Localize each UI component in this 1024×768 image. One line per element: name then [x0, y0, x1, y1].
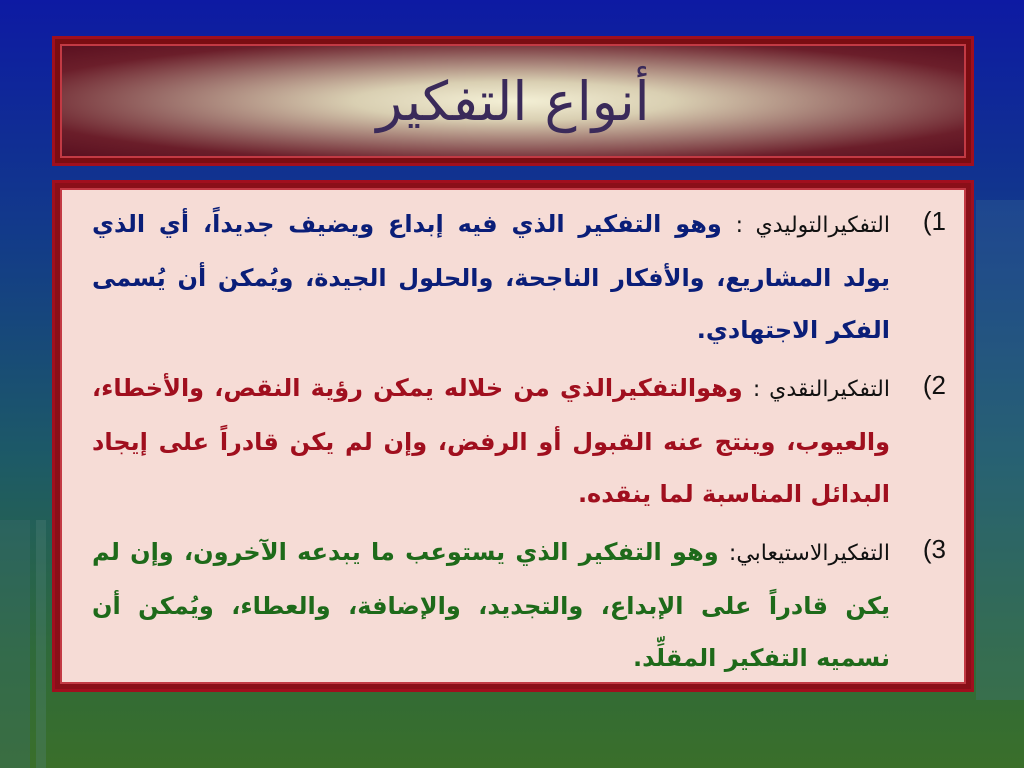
- list-item: [92, 526, 946, 684]
- content-box-inner: [60, 188, 966, 684]
- title-box: [52, 36, 974, 166]
- item-number: (2: [922, 370, 946, 400]
- item-description: وهو التفكير الذي يستوعب ما يبدعه الآخرون، وإن لم يكن قادراً على الإبداع، والتجديد، والإضافة، والعطاء، ويُمكن أن نسميه التفكير المقلِّد.: [92, 538, 890, 672]
- item-description: وهو التفكير الذي فيه إبداع ويضيف جديداً، أي الذي يولد المشاريع، والأفكار الناجحة، والحلول الجيدة، ويُمكن أن يُسمى الفكر الاجتهادي.: [92, 210, 890, 344]
- list-item: [92, 198, 946, 356]
- item-text: [92, 526, 890, 684]
- list-item: [92, 362, 946, 520]
- item-term: التفكيرالتوليدي :: [735, 213, 890, 238]
- background-strip: [976, 200, 1024, 700]
- item-term: التفكيرالاستيعابي:: [728, 541, 890, 566]
- title-box-inner: [60, 44, 966, 158]
- background-strip: [0, 520, 30, 768]
- background-strip: [36, 520, 46, 768]
- item-number: (1: [922, 206, 946, 236]
- item-text: [92, 362, 890, 520]
- item-number: (3: [922, 534, 946, 564]
- item-text: [92, 198, 890, 356]
- item-term: التفكيرالنقدي :: [752, 377, 890, 402]
- item-description: وهوالتفكيرالذي من خلاله يمكن رؤية النقص، والأخطاء، والعيوب، وينتج عنه القبول أو الرفض، وإن لم يكن قادراً على إيجاد البدائل المناسبة لما ينقده.: [92, 374, 890, 508]
- slide-title: أنواع التفكير: [376, 69, 650, 133]
- content-box: [52, 180, 974, 692]
